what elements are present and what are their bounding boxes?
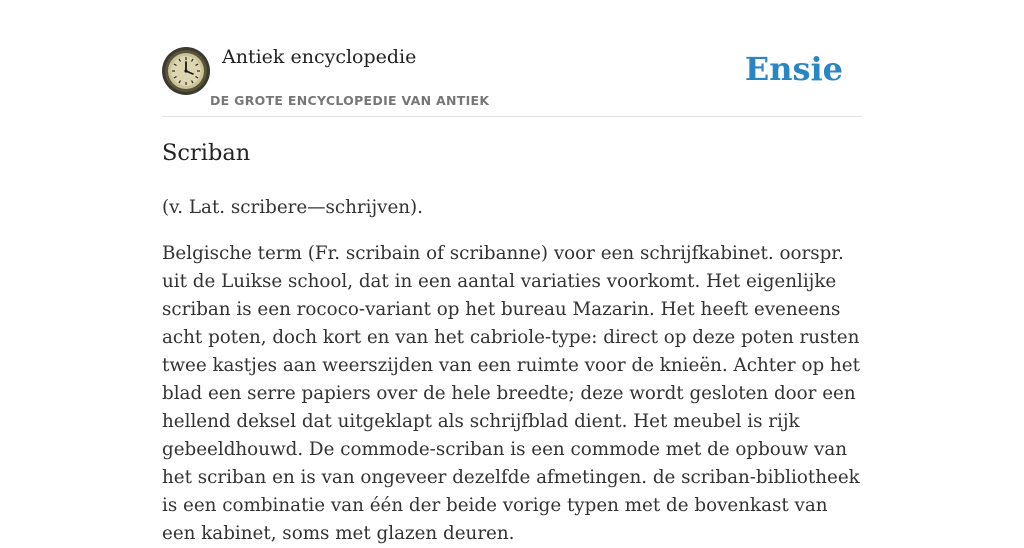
site-subtitle: DE GROTE ENCYCLOPEDIE VAN ANTIEK [210,93,490,108]
site-header [162,40,862,117]
wall-clock-icon[interactable] [162,47,210,95]
brand-logo[interactable]: Ensie [744,50,843,88]
site-title[interactable]: Antiek encyclopedie [222,46,417,68]
page-title: Scriban [162,140,251,166]
article-body: Belgische term (Fr. scribain of scribanne) voor een schrijfkabinet. oorspr. uit de Luikse school, dat in een aantal variaties voorkomt. Het eigenlijke scriban is een rococo-variant op het bureau Mazarin. Het heeft eveneens acht poten, doch kort en van het cabriole-type: direct op deze poten rusten twee kastjes aan weerszijden van een ruimte voor de knieën. Achter op het blad een serre papiers over de hele breedte; deze wordt gesloten door een hellend deksel dat uitgeklapt als schrijfblad dient. Het meubel is rijk gebeeldhouwd. De commode-scriban is een commode met de opbouw van het scriban en is van ongeveer dezelfde afmetingen. de scriban-bibliotheek is een combinatie van één der beide vorige typen met de bovenkast van een kabinet, soms met glazen deuren. [162,243,860,544]
article-intro: (v. Lat. scribere—schrijven). [162,197,423,218]
